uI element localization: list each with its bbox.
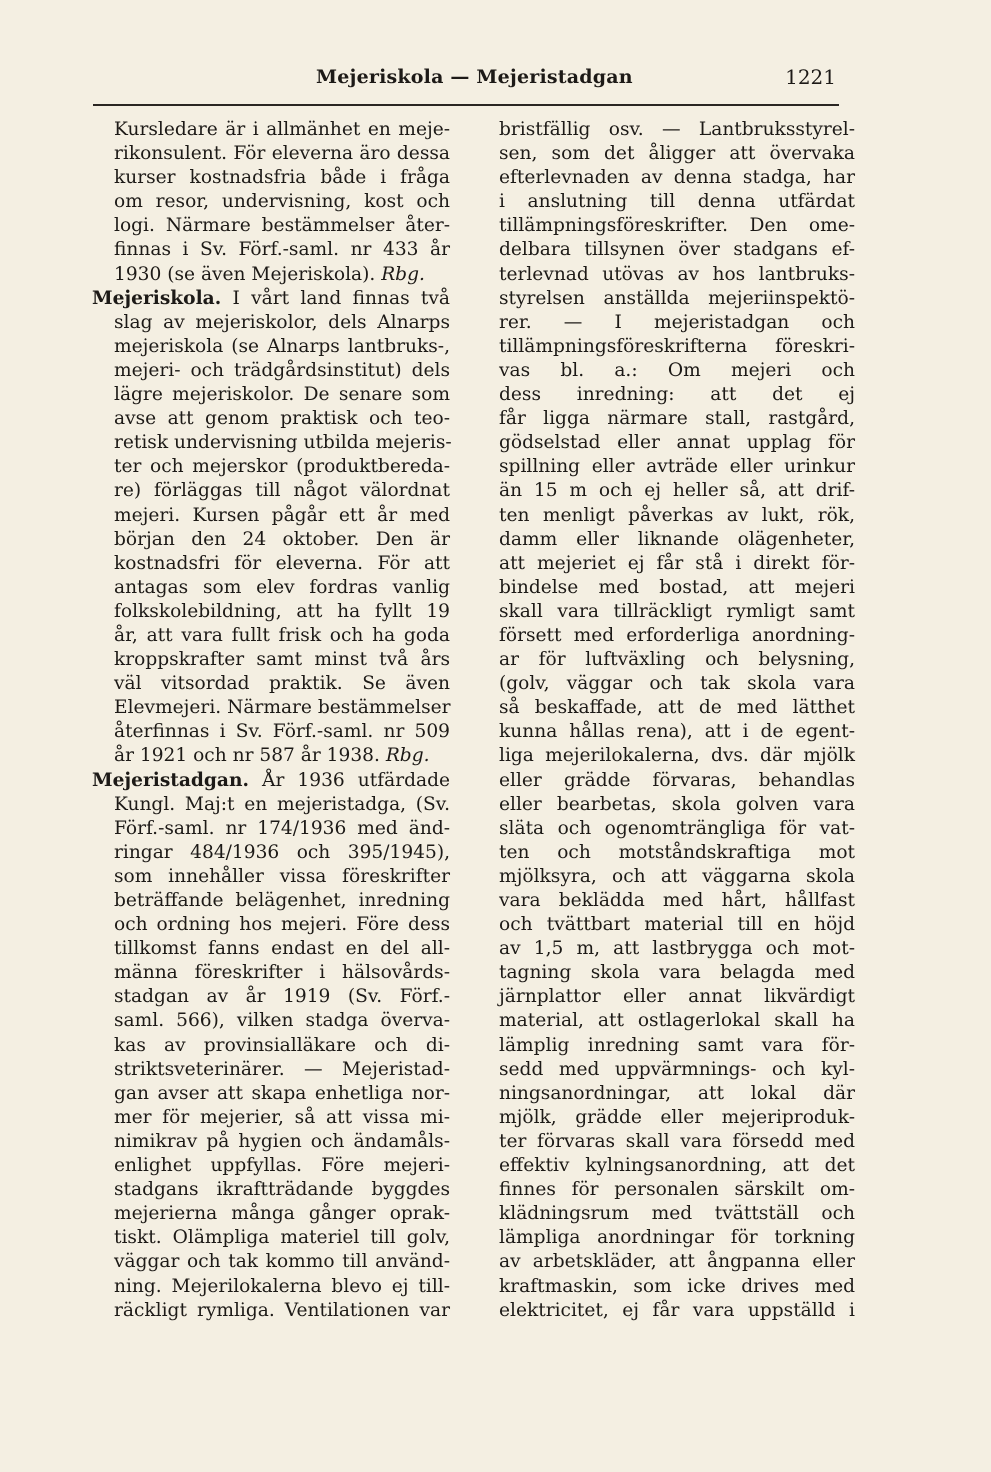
text-run: antagas som elev fordras vanlig	[114, 576, 450, 598]
text-run: som innehåller vissa föreskrifter	[114, 865, 450, 887]
right-column	[495, 118, 855, 1323]
text-run: Förf.-saml. nr 174/1936 med änd-	[114, 817, 450, 839]
text-run: lämplig inredning samt vara för-	[499, 1034, 855, 1056]
text-line	[92, 431, 450, 455]
text-line	[495, 1250, 855, 1274]
text-run: mjölk, grädde eller mejeriproduk-	[499, 1106, 855, 1128]
text-line	[495, 287, 855, 311]
text-run: om resor, undervisning, kost och	[114, 191, 450, 213]
entry-headword: Mejeristadgan.	[92, 769, 249, 791]
text-line	[495, 407, 855, 431]
text-line	[495, 431, 855, 455]
text-run: lämpliga anordningar för torkning	[499, 1227, 855, 1249]
text-run: ten och motståndskraftiga mot	[499, 841, 855, 863]
text-run: än 15 m och ej heller så, att drif-	[499, 480, 855, 502]
text-run: kas av provinsialläkare och di-	[114, 1034, 450, 1056]
text-run: I vårt land finnas två	[221, 287, 450, 309]
text-line	[495, 1034, 855, 1058]
text-line	[92, 528, 450, 552]
running-header	[90, 62, 840, 96]
text-line	[495, 720, 855, 744]
text-line	[495, 985, 855, 1009]
running-title: Mejeriskola — Mejeristadgan	[316, 66, 633, 88]
text-line	[92, 238, 450, 262]
text-line	[92, 672, 450, 696]
text-run: re) förläggas till något välordnat	[114, 480, 450, 502]
text-run: kurser kostnadsfria både i fråga	[114, 167, 450, 189]
text-line	[495, 238, 855, 262]
text-run: mejeriskola (se Alnarps lantbruks-,	[114, 335, 450, 357]
text-run: saml. 566), vilken stadga överva-	[114, 1010, 450, 1032]
text-line	[495, 1154, 855, 1178]
text-run: mjölksyra, och att väggarna skola	[499, 865, 855, 887]
text-line	[495, 455, 855, 479]
text-run: försett med erforderliga anordning-	[499, 624, 855, 646]
text-line	[92, 913, 450, 937]
text-run: finnes för personalen särskilt om-	[499, 1179, 855, 1201]
text-line	[92, 383, 450, 407]
text-run: delbara tillsynen över stadgans ef-	[499, 239, 855, 261]
text-line	[92, 552, 450, 576]
text-run: vara beklädda med hårt, hållfast	[499, 890, 855, 911]
text-run: stadgan av år 1919 (Sv. Förf.-	[114, 986, 450, 1008]
text-line	[92, 1226, 450, 1250]
text-run: vas bl. a.: Om mejeri och	[499, 359, 855, 381]
text-run: så beskaffade, att de med lätthet	[499, 697, 855, 719]
text-line	[495, 166, 855, 190]
text-run: kostnadsfri för eleverna. För att	[114, 552, 450, 574]
text-run: ter och mejerskor (produktbereda-	[114, 456, 450, 478]
text-run: bindelse med bostad, att mejeri	[499, 576, 855, 598]
text-run: År 1936 utfärdade	[248, 769, 450, 791]
text-line	[92, 576, 450, 600]
text-line	[92, 1299, 450, 1323]
text-line	[495, 214, 855, 238]
text-run: slag av mejeriskolor, dels Alnarps	[114, 311, 450, 333]
text-line	[495, 142, 855, 166]
text-line	[92, 1130, 450, 1154]
text-line	[92, 865, 450, 889]
text-line	[92, 118, 450, 142]
text-run: spillning eller avträde eller urinkur	[499, 456, 855, 478]
text-run: bristfällig osv. — Lantbruksstyrel-	[499, 119, 855, 140]
text-run: damm eller liknande olägenheter,	[499, 528, 855, 550]
text-run: mer för mejerier, så att vissa mi-	[114, 1106, 450, 1128]
text-run: rer. — I mejeristadgan och	[499, 311, 855, 333]
text-line	[495, 696, 855, 720]
text-line	[92, 1106, 450, 1130]
entry-headword: Mejeriskola.	[92, 287, 222, 309]
text-run: skall vara tillräckligt rymligt samt	[499, 600, 855, 622]
text-run: avse att genom praktisk och teo-	[114, 408, 450, 430]
text-line	[495, 1275, 855, 1299]
text-run: tillämpningsföreskrifter. Den ome-	[499, 215, 855, 237]
text-run: eller grädde förvaras, behandlas	[499, 769, 855, 791]
text-line	[92, 166, 450, 190]
text-line	[495, 961, 855, 985]
text-line	[92, 287, 450, 311]
text-run: sedd med uppvärmnings- och kyl-	[499, 1058, 855, 1080]
text-line	[495, 504, 855, 528]
text-run: nimikrav på hygien och ändamåls-	[114, 1130, 450, 1152]
text-run: Kursledare är i allmänhet en meje-	[114, 119, 450, 140]
text-run: tiskt. Olämpliga materiel till golv,	[114, 1227, 450, 1249]
text-run: klädningsrum med tvättställ och	[499, 1203, 855, 1225]
text-line	[495, 600, 855, 624]
text-line	[495, 552, 855, 576]
text-line	[92, 311, 450, 335]
text-run: kunna hållas rena), att i de egent-	[499, 721, 855, 743]
text-run: retisk undervisning utbilda mejeris-	[114, 432, 452, 454]
text-line	[92, 1250, 450, 1274]
text-line	[495, 359, 855, 383]
text-run: år 1921 och nr 587 år 1938.	[114, 745, 386, 767]
header-rule	[93, 104, 839, 106]
text-run: år, att vara fullt frisk och ha goda	[114, 624, 450, 646]
author-signature: Rbg.	[385, 745, 430, 767]
text-line	[495, 744, 855, 768]
text-line	[92, 696, 450, 720]
text-line	[92, 407, 450, 431]
text-run: stadgans ikraftträdande byggdes	[114, 1179, 450, 1201]
text-run: material, att ostlagerlokal skall ha	[499, 1010, 855, 1032]
text-line	[92, 624, 450, 648]
text-line	[92, 335, 450, 359]
text-line	[92, 769, 450, 793]
text-line	[92, 1009, 450, 1033]
text-line	[495, 769, 855, 793]
text-run: Elevmejeri. Närmare bestämmelser	[114, 697, 451, 719]
text-line	[495, 889, 855, 913]
text-run: Kungl. Maj:t en mejeristadga, (Sv.	[114, 793, 450, 815]
text-line	[495, 1299, 855, 1323]
text-run: början den 24 oktober. Den är	[114, 528, 450, 550]
text-line	[495, 1226, 855, 1250]
text-line	[495, 118, 855, 142]
text-run: mejeri. Kursen pågår ett år med	[114, 504, 450, 526]
text-run: mejeri- och trädgårdsinstitut) dels	[114, 359, 450, 381]
text-run: sen, som det åligger att övervaka	[499, 143, 855, 165]
text-line	[92, 720, 450, 744]
text-run: och tvättbart material till en höjd	[499, 914, 855, 936]
text-line	[92, 504, 450, 528]
text-run: elektricitet, ej får vara uppställd i	[499, 1299, 855, 1321]
text-run: får ligga närmare stall, rastgård,	[499, 408, 855, 430]
left-column	[92, 118, 450, 1323]
text-line	[92, 190, 450, 214]
text-line	[495, 263, 855, 287]
text-line	[92, 263, 450, 287]
text-line	[92, 1202, 450, 1226]
text-run: enlighet uppfyllas. Före mejeri-	[114, 1155, 450, 1177]
text-line	[495, 817, 855, 841]
text-line	[92, 793, 450, 817]
text-line	[495, 576, 855, 600]
text-run: kraftmaskin, som icke drives med	[499, 1275, 855, 1297]
text-line	[495, 1082, 855, 1106]
text-run: ar för luftväxling och belysning,	[499, 649, 855, 671]
text-line	[495, 311, 855, 335]
text-line	[495, 528, 855, 552]
text-run: finnas i Sv. Förf.-saml. nr 433 år	[114, 239, 450, 261]
text-run: ten menligt påverkas av lukt, rök,	[499, 504, 855, 526]
text-run: väggar och tak kommo till använd-	[114, 1251, 450, 1273]
text-run: järnplattor eller annat likvärdigt	[499, 986, 855, 1008]
text-run: ringar 484/1936 och 395/1945),	[114, 841, 450, 863]
text-run: gan avser att skapa enhetliga nor-	[114, 1082, 450, 1104]
text-line	[92, 889, 450, 913]
text-line	[495, 335, 855, 359]
text-line	[92, 455, 450, 479]
page-number: 1221	[785, 65, 836, 89]
text-line	[92, 648, 450, 672]
text-line	[495, 1202, 855, 1226]
text-line	[92, 985, 450, 1009]
text-line	[495, 1009, 855, 1033]
text-line	[495, 648, 855, 672]
text-run: männa föreskrifter i hälsovårds-	[114, 962, 450, 984]
text-run: dess inredning: att det ej	[499, 384, 855, 406]
text-run: tillämpningsföreskrifterna föreskri-	[499, 335, 855, 357]
text-run: räckligt rymliga. Ventilationen var	[114, 1299, 450, 1321]
text-line	[92, 359, 450, 383]
text-line	[495, 1130, 855, 1154]
text-line	[92, 1058, 450, 1082]
text-run: logi. Närmare bestämmelser åter-	[114, 215, 450, 237]
text-run: släta och ogenomträngliga för vat-	[499, 817, 855, 839]
text-line	[92, 1275, 450, 1299]
text-line	[92, 841, 450, 865]
text-run: eller bearbetas, skola golven vara	[499, 793, 855, 815]
text-run: väl vitsordad praktik. Se även	[114, 673, 450, 695]
text-run: liga mejerilokalerna, dvs. där mjölk	[499, 745, 855, 767]
text-line	[92, 1154, 450, 1178]
text-line	[92, 961, 450, 985]
text-run: och ordning hos mejeri. Före dess	[114, 914, 450, 936]
text-line	[495, 1106, 855, 1130]
text-line	[92, 744, 450, 768]
text-line	[495, 383, 855, 407]
text-run: ningsanordningar, att lokal där	[499, 1082, 855, 1104]
text-line	[92, 937, 450, 961]
text-run: folkskolebildning, att ha fyllt 19	[114, 600, 450, 622]
text-run: lägre mejeriskolor. De senare som	[114, 384, 450, 406]
text-run: ter förvaras skall vara försedd med	[499, 1130, 855, 1152]
text-run: tillkomst fanns endast en del all-	[114, 938, 450, 960]
text-line	[92, 479, 450, 503]
text-run: 1930 (se även Mejeriskola).	[114, 263, 382, 285]
text-line	[495, 913, 855, 937]
text-run: att mejeriet ej får stå i direkt för-	[499, 552, 855, 574]
text-line	[495, 479, 855, 503]
text-run: ning. Mejerilokalerna blevo ej till-	[114, 1275, 450, 1297]
text-run: beträffande belägenhet, inredning	[114, 890, 450, 911]
text-run: efterlevnaden av denna stadga, har	[499, 167, 855, 189]
text-run: av arbetskläder, att ångpanna eller	[499, 1251, 855, 1273]
text-line	[92, 1178, 450, 1202]
text-run: (golv, väggar och tak skola vara	[499, 673, 855, 695]
text-line	[495, 865, 855, 889]
text-line	[495, 624, 855, 648]
text-run: återfinnas i Sv. Förf.-saml. nr 509	[114, 721, 450, 743]
text-run: i anslutning till denna utfärdat	[499, 191, 855, 213]
text-run: tagning skola vara belagda med	[499, 962, 855, 984]
text-run: terlevnad utövas av hos lantbruks-	[499, 263, 855, 285]
text-line	[495, 190, 855, 214]
text-line	[495, 793, 855, 817]
text-line	[495, 672, 855, 696]
text-line	[92, 1034, 450, 1058]
text-line	[495, 841, 855, 865]
text-line	[495, 1178, 855, 1202]
text-run: kroppskrafter samt minst två års	[114, 649, 450, 671]
text-line	[495, 937, 855, 961]
text-line	[92, 817, 450, 841]
author-signature: Rbg.	[381, 263, 425, 285]
text-line	[92, 1082, 450, 1106]
text-run: striktsveterinärer. — Mejeristad-	[114, 1058, 450, 1080]
text-run: gödselstad eller annat upplag för	[499, 432, 855, 454]
text-line	[92, 214, 450, 238]
text-run: rikonsulent. För eleverna äro dessa	[114, 143, 450, 165]
text-line	[92, 600, 450, 624]
text-line	[495, 1058, 855, 1082]
text-run: effektiv kylningsanordning, att det	[499, 1155, 855, 1177]
text-run: av 1,5 m, att lastbrygga och mot-	[499, 938, 855, 960]
text-run: mejerierna många gånger oprak-	[114, 1203, 450, 1225]
text-line	[92, 142, 450, 166]
text-run: styrelsen anställda mejeriinspektö-	[499, 287, 855, 309]
